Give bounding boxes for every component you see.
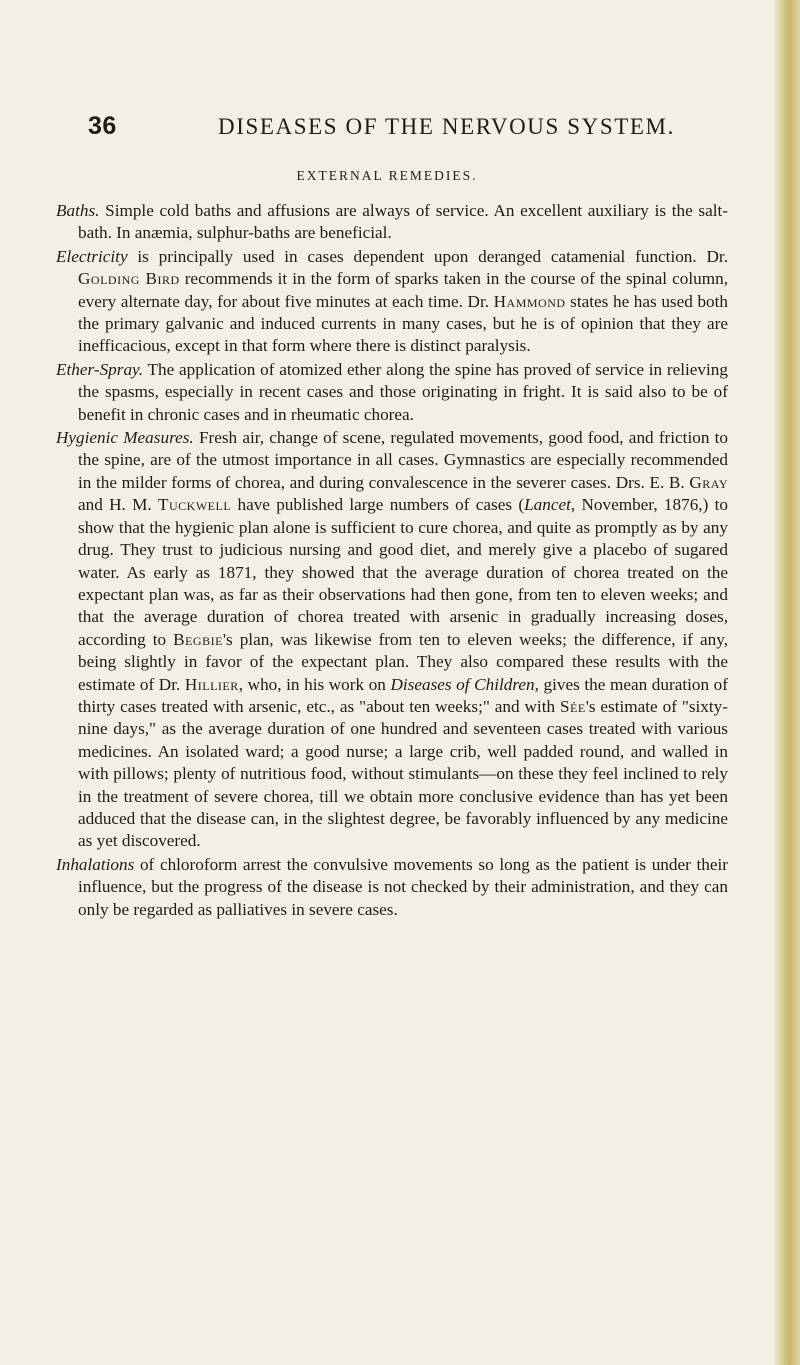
author-name: Hammond — [493, 291, 566, 311]
paragraph-text: , who, in his work on — [238, 674, 391, 694]
paragraph-text: Fresh air, change of scene, regulated movements, good food, and friction to the spine, are of the utmost importance in all cases. Gymnastics are especially recommended in the milder forms of chorea, and during convalescence in the severer cases. Drs. E. B. — [78, 428, 728, 492]
author-name: Golding Bird — [78, 269, 180, 289]
author-name: Tuckwell — [158, 495, 232, 515]
author-name: Begbie — [173, 629, 223, 649]
page-body — [56, 200, 728, 922]
paragraph-text: is principally used in cases dependent upon deranged catamenial function. Dr. — [127, 246, 728, 266]
paragraph-baths — [56, 200, 728, 245]
paragraph-text: gives the mean duration of thirty cases treated with arsenic, etc., as "about ten weeks;" and with — [78, 674, 728, 716]
paragraph-inhalations — [56, 854, 728, 921]
paragraph-text: November, 1876,) to show that the hygienic plan alone is sufficient to cure chorea, and quite as promptly as by any drug. They trust to judicious nursing and good diet, and merely give a placebo of sugared water. As early as 1871, they showed that the average duration of chorea treated on the expectant plan was, as far as their observations had then gone, from ten to eleven weeks; and that the average duration of chorea treated with arsenic in gradually increasing doses, according to — [78, 495, 728, 649]
paragraph-text: Simple cold baths and affusions are always of service. An excellent auxiliary is the salt-bath. In anæmia, sulphur-baths are beneficial. — [78, 201, 728, 243]
paragraph-text: 's estimate of "sixty-nine days," as the average duration of one hundred and seventeen cases treated with various medicines. An isolated ward; a good nurse; a large crib, well padded round, and walled in with pillows; plenty of nutritious food, without stimulants—on these they feel inclined to rely in the treatment of severe chorea, till we obtain more conclusive evidence than has yet been adduced that the disease can, in the slightest degree, be favorably influenced by any medicine as yet discovered. — [78, 696, 728, 851]
paragraph-term: Inhalations — [56, 854, 135, 874]
author-name: Gray — [689, 472, 728, 492]
running-title: DISEASES OF THE NERVOUS SYSTEM. — [218, 114, 675, 139]
paragraph-term: Baths. — [56, 201, 100, 220]
paragraph-ether-spray — [56, 359, 728, 426]
paragraph-electricity — [56, 246, 728, 358]
paragraph-text: The application of atomized ether along the spine has proved of service in relieving the spasms, especially in recent cases and those originating in fright. It is said also to be of benefit in chronic cases and in rheumatic chorea. — [78, 359, 728, 424]
paragraph-term: Ether-Spray. — [56, 359, 144, 379]
paragraph-text: 's plan, was likewise from ten to eleven weeks; the difference, if any, being slightly in favor of the expectant plan. They also compared these results with the estimate of Dr. — [78, 629, 728, 694]
paragraph-text: of chloroform arrest the convulsive movements so long as the patient is under their influence, but the progress of the disease is not checked by their administration, and they can only be regarded as palliatives in severe cases. — [78, 854, 728, 919]
section-title: EXTERNAL REMEDIES. — [296, 168, 478, 183]
author-name: Sée — [559, 696, 586, 716]
paragraph-text: recommends it in the form of sparks taken in the course of the spinal column, every alternate day, for about five minutes at each time. Dr. — [78, 269, 728, 311]
paragraph-term: Electricity — [56, 246, 128, 266]
journal-title: Lancet, — [524, 495, 576, 515]
paragraph-text: states he has used both the primary galvanic and induced currents in many cases, but he is of opinion that they are inefficacious, except in that form where there is distinct paralysis. — [78, 291, 728, 356]
paragraph-text: have published large numbers of cases ( — [231, 495, 525, 515]
author-name: Hillier — [184, 674, 239, 694]
paragraph-term: Hygienic Measures. — [56, 428, 194, 448]
paragraph-hygienic-measures — [56, 427, 728, 853]
page-number: 36 — [88, 112, 117, 140]
book-spine-edge — [774, 0, 800, 1365]
page-header — [88, 112, 768, 152]
book-title: Diseases of Children, — [390, 674, 539, 694]
paragraph-text: and H. M. — [78, 495, 159, 515]
